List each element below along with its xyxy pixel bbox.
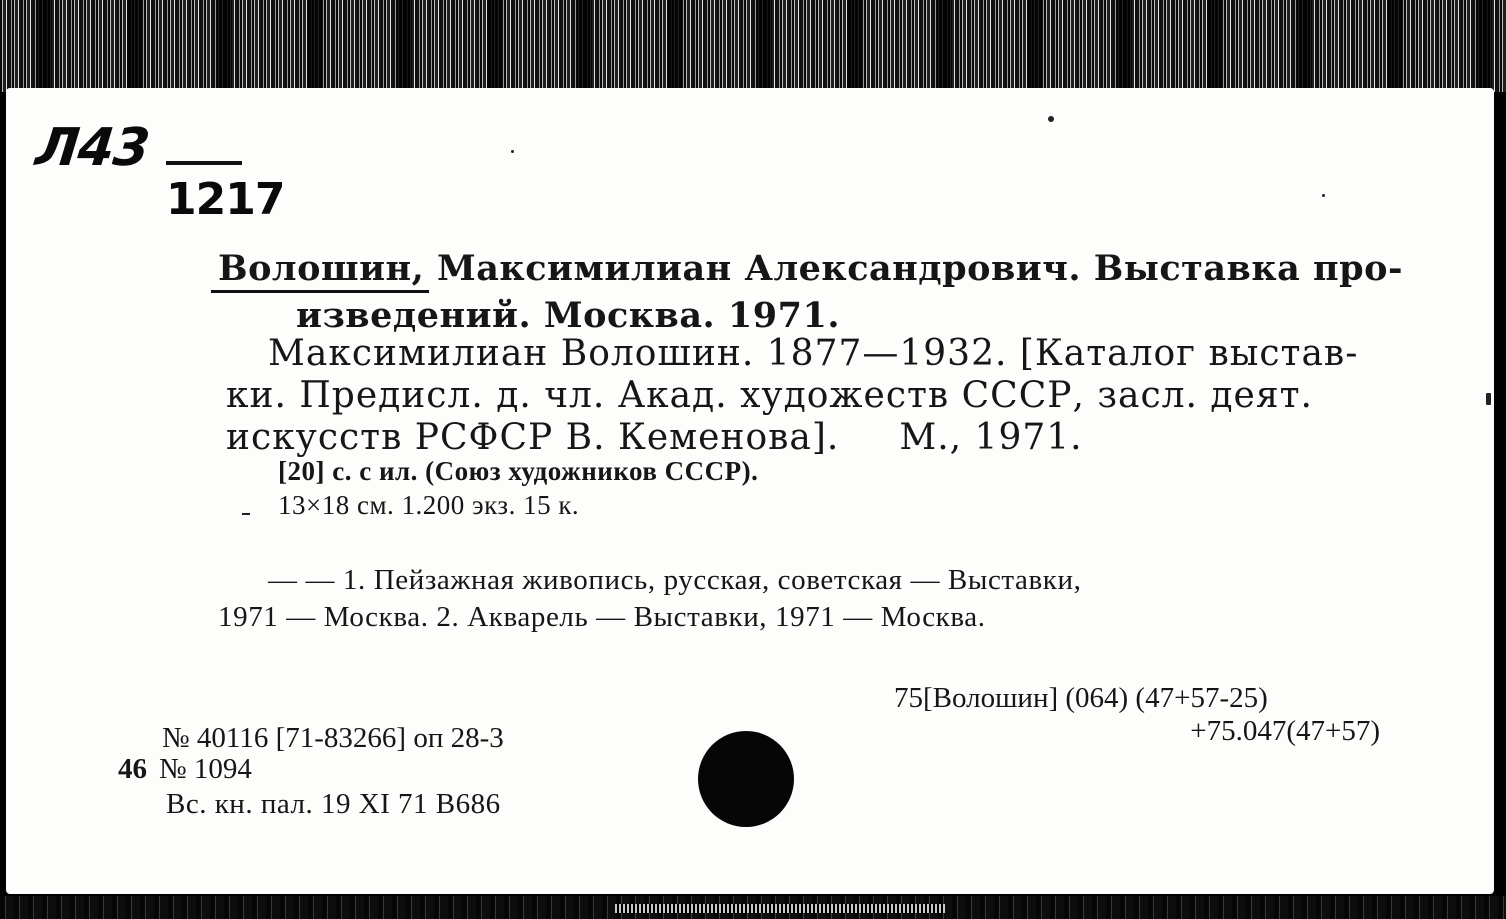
card-number	[118, 753, 252, 786]
card-number-value: № 1094	[159, 753, 252, 785]
handwritten-shelf-number: 1217	[166, 174, 285, 225]
record-number: № 40116 [71-83266] оп 28-3	[162, 722, 504, 754]
scan-speck	[1048, 116, 1054, 122]
scan-speck	[511, 150, 514, 153]
mark-dash	[242, 513, 250, 515]
punch-hole	[698, 731, 794, 827]
publication-place-year: М., 1971.	[899, 417, 1083, 458]
scan-border-top	[0, 0, 1506, 92]
entry-heading-continued: изведений. Москва. 1971.	[296, 295, 841, 336]
subject-headings-line-1: — — 1. Пейзажная живопись, русская, советская — Выставки,	[268, 564, 1082, 596]
handwritten-shelfmark: Л43	[32, 118, 152, 178]
handwritten-fraction-line	[166, 161, 242, 165]
author-underline	[211, 290, 429, 293]
classification-index-2: +75.047(47+57)	[1190, 715, 1380, 747]
description-line-1: Максимилиан Волошин. 1877—1932. [Каталог выстав-	[268, 333, 1359, 374]
classification-index-1: 75[Волошин] (064) (47+57-25)	[894, 682, 1268, 714]
format-and-price: 13×18 см. 1.200 экз. 15 к.	[278, 490, 580, 520]
description-line-2: ки. Предисл. д. чл. Акад. художеств СССР, засл. деят.	[226, 375, 1313, 416]
description-line-3	[226, 417, 1083, 458]
scan-speck	[1486, 393, 1491, 405]
description-editor: искусств РСФСР В. Кеменова].	[226, 417, 840, 458]
heading-author: Волошин,	[218, 248, 425, 289]
entry-heading	[218, 248, 1403, 289]
heading-title: Максимилиан Александрович. Выставка про-	[424, 248, 1403, 289]
physical-description: [20] с. с ил. (Союз художников СССР).	[278, 456, 759, 486]
scan-border-bottom	[0, 896, 1506, 919]
library-catalog-card	[6, 88, 1494, 894]
scan-speck	[1322, 194, 1325, 197]
subject-headings-line-2: 1971 — Москва. 2. Акварель — Выставки, 1971 — Москва.	[218, 601, 986, 633]
book-chamber-imprint: Вс. кн. пал. 19 XI 71 В686	[166, 788, 501, 820]
card-count: 46	[118, 753, 147, 785]
